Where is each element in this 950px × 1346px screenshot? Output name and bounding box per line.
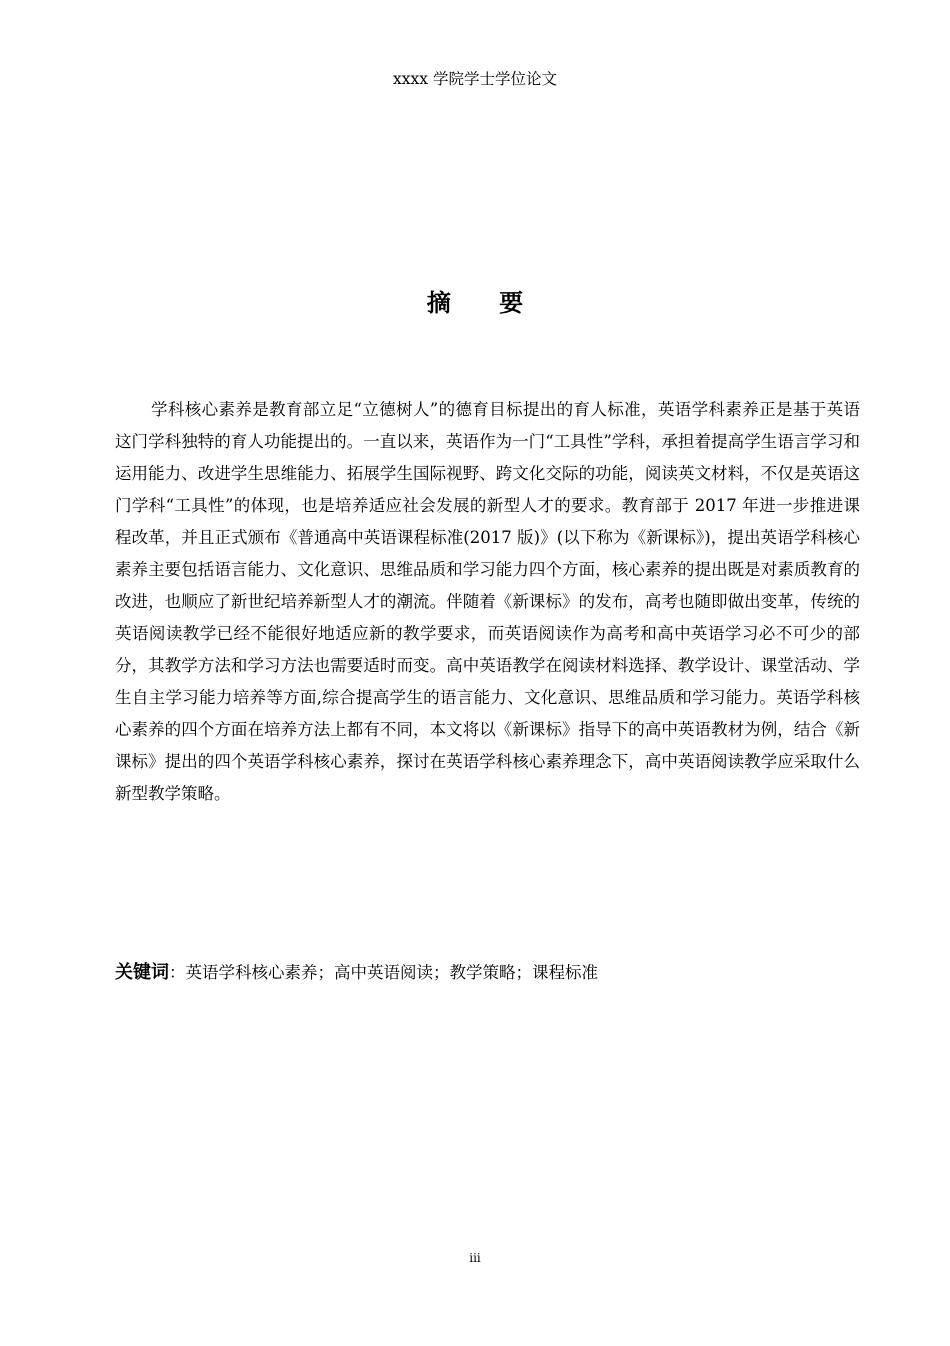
keywords-separator: ： xyxy=(169,963,186,982)
abstract-body: 学科核心素养是教育部立足“立德树人”的德育目标提出的育人标准，英语学科素养正是基于英语这门学科独特的育人功能提出的。一直以来，英语作为一门“工具性”学科，承担着提高学生语言学习和运用能力、改进学生思维能力、拓展学生国际视野、跨文化交际的功能，阅读英文材料，不仅是英语这门学科“工具性”的体现，也是培养适应社会发展的新型人才的要求。教育部于 2017 年进一步推进课程改革，并且正式颁布《普通高中英语课程标准(2017 版)》(以下称为《新课标》)，提出英语学科核心素养主要包括语言能力、文化意识、思维品质和学习能力四个方面，核心素养的提出既是对素质教育的改进，也顺应了新世纪培养新型人才的潮流。伴随着《新课标》的发布，高考也随即做出变革，传统的英语阅读教学已经不能很好地适应新的教学要求，而英语阅读作为高考和高中英语学习必不可少的部分，其教学方法和学习方法也需要适时而变。高中英语教学在阅读材料选择、教学设计、课堂活动、学生自主学习能力培养等方面,综合提高学生的语言能力、文化意识、思维品质和学习能力。英语学科核心素养的四个方面在培养方法上都有不同，本文将以《新课标》指导下的高中英语教材为例，结合《新课标》提出的四个英语学科核心素养，探讨在英语学科核心素养理念下，高中英语阅读教学应采取什么新型教学策略。 xyxy=(115,400,860,803)
keywords-value: 英语学科核心素养；高中英语阅读；教学策略；课程标准 xyxy=(185,963,598,982)
keywords-label: 关键词 xyxy=(115,962,169,983)
abstract-title: 摘 要 xyxy=(426,289,544,317)
page-header: xxxx 学院学士学位论文 xyxy=(393,70,557,88)
page-number: iii xyxy=(469,1251,481,1265)
keywords-line xyxy=(115,958,860,988)
